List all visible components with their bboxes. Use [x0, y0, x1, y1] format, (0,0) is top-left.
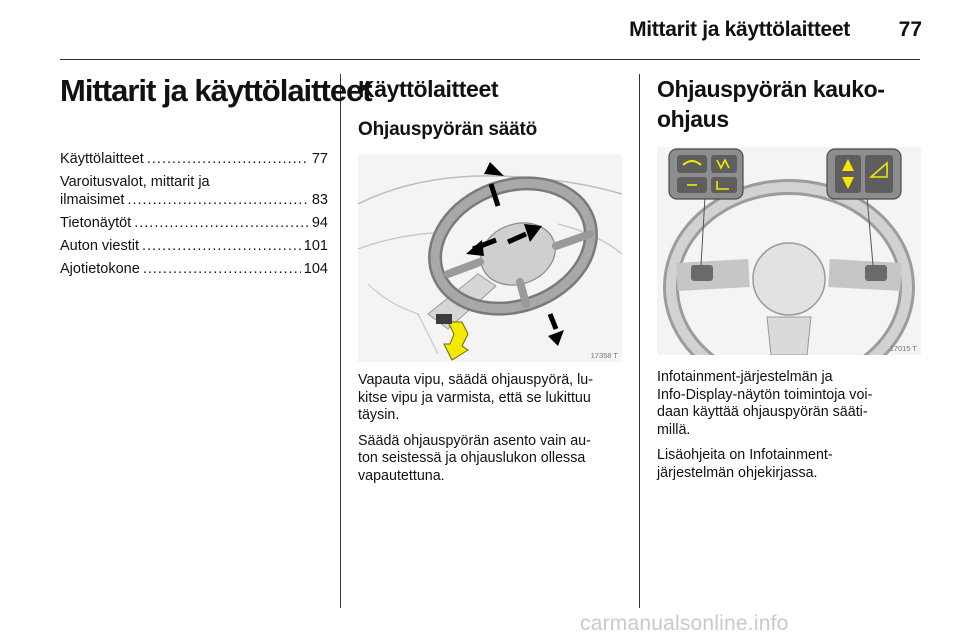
toc-page-number: 94 [311, 215, 328, 231]
header-title: Mittarit ja käyttölaitteet [629, 18, 850, 41]
toc-entry-title: Auton viestit [60, 238, 139, 254]
paragraph-adjust-steering: Vapauta vipu, säädä ohjauspyörä, lu- kitse vipu ja varmista, että se lukittuu täysin. [358, 372, 593, 423]
toc-entry-title-line: Varoitusvalot, mittarit ja [60, 174, 210, 190]
section-title-controls: Käyttölaitteet [358, 76, 499, 102]
toc-leader-dots [134, 214, 309, 232]
toc-entry-title: Ajotietokone [60, 261, 140, 277]
column-divider-left [340, 74, 341, 608]
header-rule [60, 59, 920, 60]
toc-leader-dots [127, 191, 308, 209]
steering-wheel-controls-illustration [657, 147, 921, 355]
toc-entry-title: ilmaisimet [60, 192, 125, 208]
figure-label: 17358 T [590, 351, 618, 360]
subsection-title-steering-adjustment: Ohjauspyörän säätö [358, 119, 538, 140]
toc-leader-dots [143, 260, 301, 278]
middle-column [358, 74, 624, 493]
page-number: 77 [898, 18, 922, 41]
toc-entry[interactable] [60, 214, 328, 232]
toc-page-number: 101 [303, 238, 328, 254]
toc-entry[interactable] [60, 150, 328, 168]
left-column [60, 73, 372, 283]
paragraph-more-info: Lisäohjeita on Infotainment- järjestelmän ohjekirjassa. [657, 447, 833, 481]
remote-control-figure [657, 147, 921, 355]
toc-page-number: 83 [311, 192, 328, 208]
table-of-contents [60, 150, 328, 278]
toc-page-number: 104 [303, 261, 328, 277]
toc-leader-dots [142, 237, 301, 255]
toc-entry-title: Tietonäytöt [60, 215, 132, 231]
toc-entry[interactable] [60, 173, 328, 209]
right-column [657, 74, 923, 490]
figure-label: 17015 T [889, 344, 917, 353]
section-title-remote-control: Ohjauspyörän kauko- ohjaus [657, 76, 885, 132]
steering-adjustment-figure [358, 154, 622, 362]
toc-entry[interactable] [60, 260, 328, 278]
toc-entry[interactable] [60, 237, 328, 255]
column-divider-right [639, 74, 640, 608]
toc-entry-title: Käyttölaitteet [60, 151, 144, 167]
paragraph-remote-functions: Infotainment-järjestelmän ja Info-Display-näytön toimintoja voi- daan käyttää ohjauspyörän sääti- millä. [657, 369, 873, 438]
watermark: carmanualsonline.info [580, 612, 789, 635]
chapter-title: Mittarit ja käyttölaitteet [60, 73, 372, 108]
paragraph-adjust-when-stationary: Säädä ohjauspyörän asento vain au- ton seistessä ja ohjauslukon ollessa vapautettuna. [358, 432, 591, 484]
steering-adjustment-illustration [358, 154, 622, 362]
toc-page-number: 77 [311, 151, 328, 167]
toc-leader-dots [147, 150, 309, 168]
